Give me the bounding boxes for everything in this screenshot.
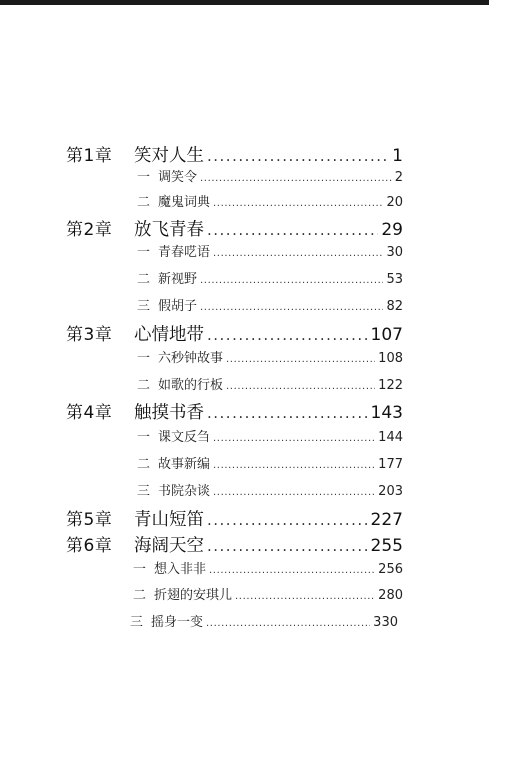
dot-leader xyxy=(207,510,368,530)
section-title: 魔鬼词典 xyxy=(158,195,211,210)
toc-section xyxy=(137,295,403,315)
dot-leader xyxy=(226,378,375,393)
dot-leader xyxy=(213,245,383,260)
dot-leader xyxy=(200,299,383,314)
page-number: 53 xyxy=(386,272,403,287)
chapter-title: 青山短笛 xyxy=(134,510,204,530)
section-title: 六秒钟故事 xyxy=(158,351,224,366)
dot-leader xyxy=(200,272,383,287)
toc-section xyxy=(133,558,403,578)
dot-leader xyxy=(213,430,375,445)
page-number: 256 xyxy=(378,562,403,577)
dot-leader xyxy=(207,403,368,423)
page-number: 143 xyxy=(370,403,403,423)
section-number: 一 xyxy=(137,245,151,260)
chapter-number: 第3章 xyxy=(66,325,113,345)
toc-chapter-6 xyxy=(66,531,403,555)
toc-chapter-5 xyxy=(66,505,403,529)
toc-section xyxy=(137,426,403,446)
chapter-number: 第4章 xyxy=(66,403,113,423)
toc-chapter-2 xyxy=(66,215,403,239)
chapter-title: 笑对人生 xyxy=(134,146,204,166)
toc-section xyxy=(137,453,403,473)
section-number: 二 xyxy=(137,272,151,287)
chapter-title: 放飞青春 xyxy=(134,220,204,240)
page-number: 122 xyxy=(378,378,403,393)
toc-chapter-1 xyxy=(66,141,403,165)
page-number: 2 xyxy=(394,170,403,185)
section-number: 三 xyxy=(130,615,144,630)
page-number: 227 xyxy=(370,510,403,530)
dot-leader xyxy=(206,615,370,630)
dot-leader xyxy=(213,195,383,210)
toc-section xyxy=(130,611,398,631)
dot-leader xyxy=(213,484,375,499)
section-title: 调笑令 xyxy=(158,170,198,185)
chapter-number: 第6章 xyxy=(66,536,113,556)
section-title: 新视野 xyxy=(158,272,198,287)
page-number: 30 xyxy=(386,245,403,260)
section-title: 假胡子 xyxy=(158,299,198,314)
page-number: 177 xyxy=(378,457,403,472)
section-title: 摇身一变 xyxy=(151,615,204,630)
section-number: 一 xyxy=(137,170,151,185)
toc-section xyxy=(137,480,403,500)
toc-section xyxy=(137,347,403,367)
page-number: 82 xyxy=(386,299,403,314)
page-number: 203 xyxy=(378,484,403,499)
section-number: 二 xyxy=(133,588,147,603)
section-number: 一 xyxy=(133,562,147,577)
dot-leader xyxy=(209,562,375,577)
toc-chapter-3 xyxy=(66,320,403,344)
dot-leader xyxy=(207,325,368,345)
toc-section xyxy=(133,584,403,604)
toc-chapter-4 xyxy=(66,398,403,422)
dot-leader xyxy=(207,536,368,556)
chapter-number: 第1章 xyxy=(66,146,113,166)
section-title: 如歌的行板 xyxy=(158,378,224,393)
section-number: 二 xyxy=(137,457,151,472)
page-number: 144 xyxy=(378,430,403,445)
section-number: 一 xyxy=(137,351,151,366)
chapter-title: 触摸书香 xyxy=(134,403,204,423)
page-number: 108 xyxy=(378,351,403,366)
section-title: 课文反刍 xyxy=(158,430,211,445)
section-number: 三 xyxy=(137,484,151,499)
section-title: 想入非非 xyxy=(154,562,207,577)
dot-leader xyxy=(200,170,392,185)
chapter-number: 第2章 xyxy=(66,220,113,240)
toc-section xyxy=(137,241,403,261)
dot-leader xyxy=(213,457,375,472)
section-title: 青春呓语 xyxy=(158,245,211,260)
toc-section xyxy=(137,374,403,394)
page-number: 1 xyxy=(392,146,403,166)
chapter-title: 心情地带 xyxy=(134,325,204,345)
page-number: 29 xyxy=(381,220,403,240)
page-number: 280 xyxy=(378,588,403,603)
dot-leader xyxy=(235,588,375,603)
section-number: 二 xyxy=(137,378,151,393)
dot-leader xyxy=(226,351,375,366)
page-number: 330 xyxy=(373,615,398,630)
section-number: 三 xyxy=(137,299,151,314)
chapter-title: 海阔天空 xyxy=(134,536,204,556)
toc-section xyxy=(137,166,403,186)
toc-section xyxy=(137,191,403,211)
section-title: 书院杂谈 xyxy=(158,484,211,499)
section-title: 折翅的安琪儿 xyxy=(154,588,233,603)
page-number: 107 xyxy=(370,325,403,345)
toc-section xyxy=(137,268,403,288)
section-title: 故事新编 xyxy=(158,457,211,472)
chapter-number: 第5章 xyxy=(66,510,113,530)
dot-leader xyxy=(207,146,389,166)
dot-leader xyxy=(207,220,378,240)
page-number: 20 xyxy=(386,195,403,210)
section-number: 二 xyxy=(137,195,151,210)
section-number: 一 xyxy=(137,430,151,445)
page-number: 255 xyxy=(370,536,403,556)
